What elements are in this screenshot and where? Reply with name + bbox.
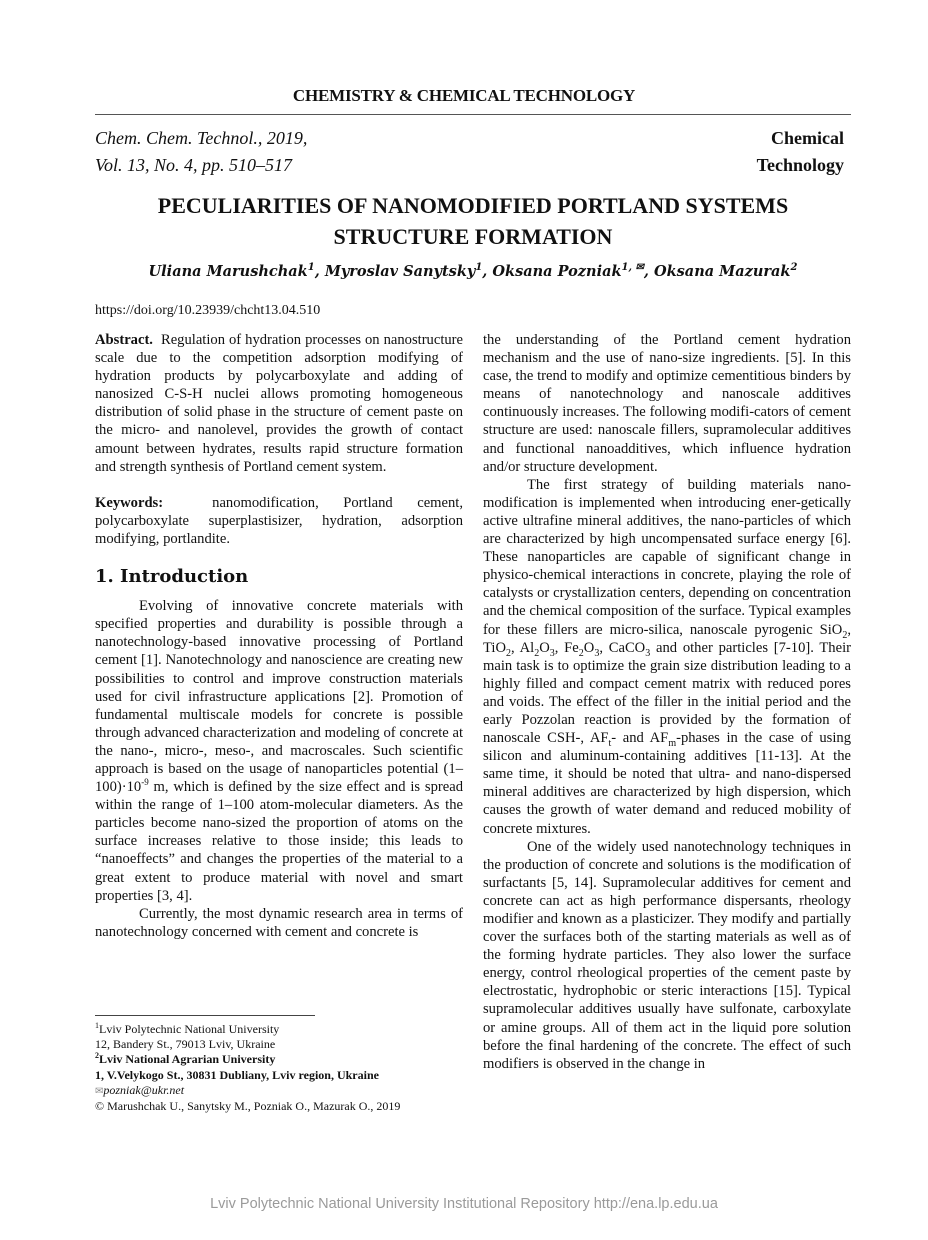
journal-header: CHEMISTRY & CHEMICAL TECHNOLOGY xyxy=(292,86,636,105)
repository-footer[interactable]: Lviv Polytechnic National University Institutional Repository http://ena.lp.edu.ua xyxy=(210,1196,718,1212)
article-title xyxy=(95,190,851,252)
section-heading-introduction: 1. Introduction xyxy=(95,566,249,588)
header-divider xyxy=(95,114,851,115)
abstract-label: Abstract. xyxy=(95,332,153,348)
left-column xyxy=(95,331,463,941)
author-affiliation: 2 xyxy=(790,262,798,274)
section-line-2: Technology xyxy=(756,155,844,175)
intro-paragraph-1: Evolving of innovative concrete materials with specified properties and durability is possible through a nanotechnology-based innovative processing of Portland cement [1]. Nanotechnology and nanoscience are creating new possibilities to control and improve construction materials used for civil infrastructure applications [2]. Promotion of fundamental multiscale models for concrete is possible through advanced characterization and modeling of concrete at the nano-, micro-, meso-, and macroscales. Such scientific approach is based on the usage of nanoparticles potential $(1-100)\cdot 10^{-9}$ m, which is defined by the size effect and is spread within the range of 1–100 atom-molecular diameters. As the particles become nano-sized the proportion of atoms on the surface increases relative to those inside; this leads to “nanoeffects” and changes the properties of the material to a great extent to produce material with novel and smart properties [3, 4]. xyxy=(95,598,463,904)
right-paragraph-2: The first strategy of building materials nano-modification is implemented when introducing ener-getically active ultrafine mineral additives, the nano-particles of which are characterized by high uncompensated surface energy [6]. These nanoparticles are capable of significant change in physico-chemical interactions in concrete, playing the role of catalysts or crystallization centers, depending on concentration and the chemical composition of the surface. Typical examples for these fillers are micro-silica, nanoscale pyrogenic SiO$_2$, TiO$_2$, $Al_2O_3$, $Fe_2O_3$, CaCO$_3$ and other particles [7-10]. Their main task is to optimize the grain size distribution leading to a highly filled and compact cement matrix with reduced pores and voids. The effect of the filler in the initial period and the early Pozzolan reaction is provided by the formation of nanoscale CSH-, $AF_t-$ and $AF_m$-phases in the case of using silicon and aluminum-containing additives [11-13]. At the same time, it should be noted that ultra- and nano-dispersed mineral additives are characterized by high dispersion, which causes the growth of water demand and reduced mobility of concrete mixtures. xyxy=(483,476,851,837)
intro-paragraph-2: Currently, the most dynamic research area in terms of nanotechnology concerned with cement and concrete is xyxy=(95,905,463,940)
affiliation-1-name: $^1$Lviv Polytechnic National University xyxy=(95,1021,280,1036)
abstract-text: Regulation of hydration processes on nanostructure scale due to the competition adsorption modifying of hydration products by polycarboxylate and adding of nanosized C-S-H nuclei allows promoting homogeneous distribution of solid phase in the structure of cement paste on the micro- and nanolevel, provides the growth of contact amount between hydrates, results rapid structure formation and strength synthesis of Portland cement system. xyxy=(95,332,464,475)
abstract xyxy=(95,331,463,476)
doi-link[interactable]: https://doi.org/10.23939/chcht13.04.510 xyxy=(95,303,321,318)
right-column xyxy=(483,331,851,1073)
title-line-1: PECULIARITIES OF NANOMODIFIED PORTLAND SYSTEMS xyxy=(157,193,789,218)
email-line xyxy=(95,1083,400,1099)
author-name: Myroslav Sanytsky xyxy=(324,263,476,280)
right-paragraph-1: the understanding of the Portland cement hydration mechanism and the use of nano-size ingredients. [5]. In this case, the trend to modify and optimize cementitious binders by means of nanotechnology and nanoscale additives continuously increases. The following modifi-cators of cement structure are used: nanoscale fillers, supramolecular additives and functional nanoadditives, which influence hydration and/or structure development. xyxy=(483,332,851,475)
citation-line-2: Vol. 13, No. 4, pp. 510–517 xyxy=(95,155,293,175)
right-paragraph-3: One of the widely used nanotechnology techniques in the production of concrete and solutions is the modification of surfactants [5, 14]. Supramolecular additives for cement and concrete can act as high performance dispersants, rheology modifier and known as a plasticizer. They modify and partially cover the surfaces both of the starting materials as well as of the forming hydrate particles. They also lower the surface energy, control rheological properties of the cement paste by electrostatic, hydrophobic or steric interactions [15]. Typical supramolecular additives usually have sulfonate, carboxylate or amine groups. All of them act in the liquid pore solution before the final hardening of the concrete. The effect of such modifiers is observed in the change in xyxy=(483,838,851,1072)
keywords-label: Keywords: xyxy=(95,494,164,511)
envelope-icon: ✉ xyxy=(95,1085,104,1097)
author-affiliation: 1 xyxy=(475,262,483,274)
citation-line-1: Chem. Chem. Technol., 2019, xyxy=(95,128,308,148)
footnote-divider xyxy=(95,1015,315,1016)
title-line-2: STRUCTURE FORMATION xyxy=(333,224,613,249)
author-name: Uliana Marushchak xyxy=(148,263,308,280)
author-name: Oksana Mazurak xyxy=(653,263,791,280)
author-affiliation: 1 xyxy=(307,262,315,274)
footnotes xyxy=(95,1022,400,1114)
keywords xyxy=(95,494,463,548)
keywords-text: nanomodification, Portland cement, polycarboxylate superplastisizer, hydration, adsorption modifying, portlandite. xyxy=(95,494,463,547)
copyright: © Marushchak U., Sanytsky M., Pozniak O., Mazurak O., 2019 xyxy=(95,1099,401,1114)
author-list: Uliana Marushchak$^1$, Myroslav Sanytsky$^1$, Oksana Pozniak$^{1, ✉}$, Oksana Mazurak$^2$ xyxy=(148,262,798,280)
author-affiliation: 1, ✉ xyxy=(621,262,644,274)
journal-section xyxy=(757,125,844,179)
citation xyxy=(95,125,307,179)
affiliation-1-address: 12, Bandery St., 79013 Lviv, Ukraine xyxy=(95,1037,276,1052)
email-link[interactable]: pozniak@ukr.net xyxy=(103,1082,185,1097)
affiliation-2-name: $^2$Lviv National Agrarian University xyxy=(95,1051,276,1067)
author-name: Oksana Pozniak xyxy=(492,263,622,280)
section-line-1: Chemical xyxy=(771,128,844,148)
affiliation-2-address: 1, V.Velykogo St., 30831 Dubliany, Lviv region, Ukraine xyxy=(95,1067,379,1082)
